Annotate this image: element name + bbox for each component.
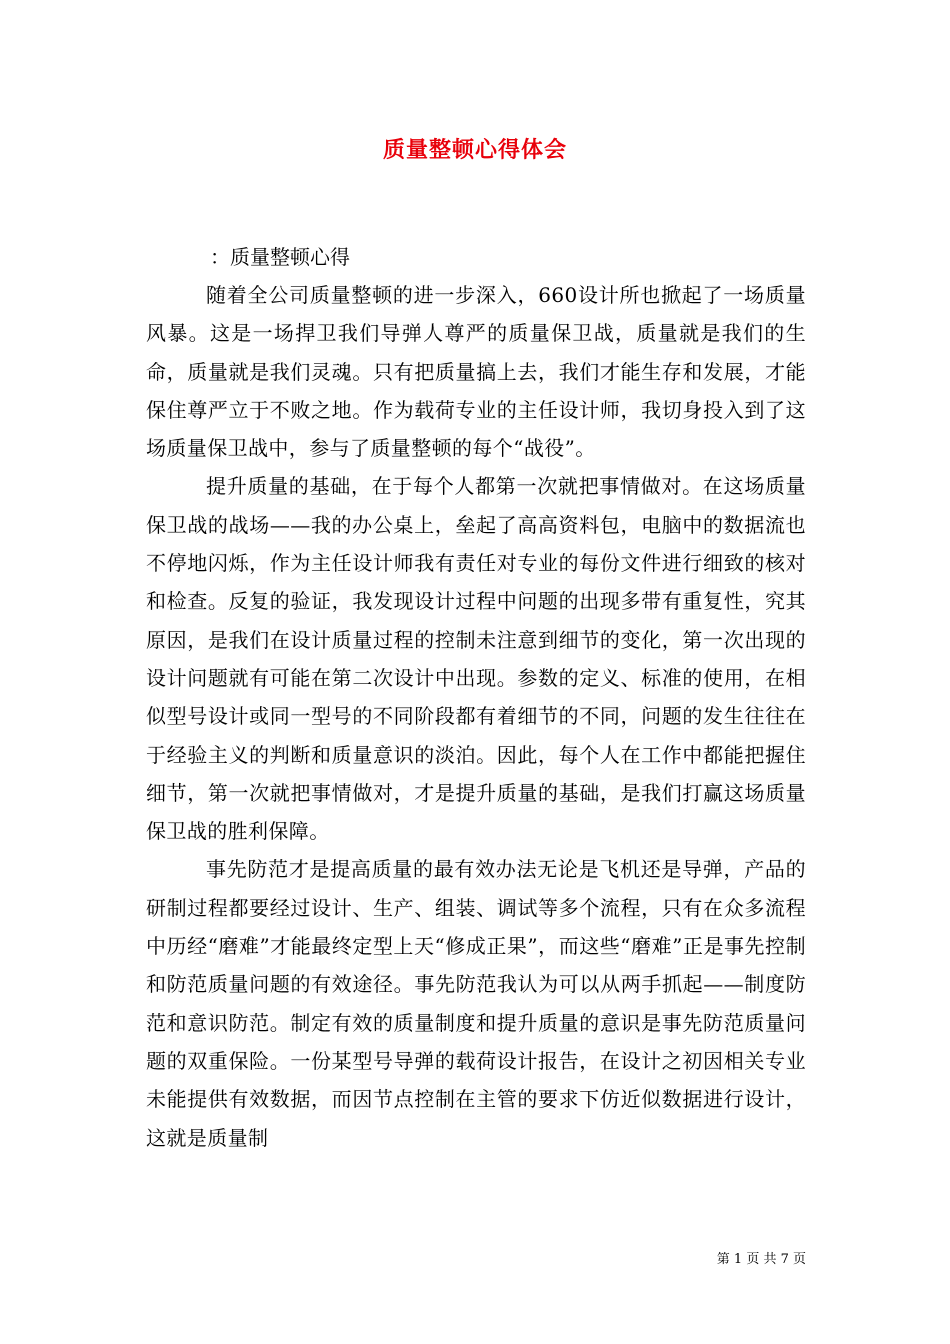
paragraph: 提升质量的基础，在于每个人都第一次就把事情做对。在这场质量保卫战的战场——我的办公桌上，垒起了高高资料包，电脑中的数据流也不停地闪烁，作为主任设计师我有责任对专业的每份文件进行细致的核对和检查。反复的验证，我发现设计过程中问题的出现多带有重复性，究其原因，是我们在设计质量过程的控制未注意到细节的变化，第一次出现的设计问题就有可能在第二次设计中出现。参数的定义、标准的使用，在相似型号设计或同一型号的不同阶段都有着细节的不同，问题的发生往往在于经验主义的判断和质量意识的淡泊。因此，每个人在工作中都能把握住细节，第一次就把事情做对，才是提升质量的基础，是我们打赢这场质量保卫战的胜利保障。 [146,474,806,844]
document-title: 质量整顿心得体会 [382,137,567,163]
page-number-footer: 第 1 页 共 7 页 [716,1252,806,1267]
paragraph: 事先防范才是提高质量的最有效办法无论是飞机还是导弹，产品的研制过程都要经过设计、生产、组装、调试等多个流程，只有在众多流程中历经“磨难”才能最终定型上天“修成正果”，而这些“磨难”正是事先控制和防范质量问题的有效途径。事先防范我认为可以从两手抓起——制度防范和意识防范。制定有效的质量制度和提升质量的意识是事先防范质量问题的双重保险。一份某型号导弹的载荷设计报告，在设计之初因相关专业未能提供有效数据，而因节点控制在主管的要求下仿近似数据进行设计，这就是质量制 [146,857,806,1150]
document-body [146,276,806,1157]
paragraph: 随着全公司质量整顿的进一步深入，660设计所也掀起了一场质量风暴。这是一场捍卫我们导弹人尊严的质量保卫战，质量就是我们的生命，质量就是我们灵魂。只有把质量搞上去，我们才能生存和发展，才能保住尊严立于不败之地。作为载荷专业的主任设计师，我切身投入到了这场质量保卫战中，参与了质量整顿的每个“战役”。 [146,283,806,461]
document-subtitle: ：质量整顿心得 [210,245,350,269]
